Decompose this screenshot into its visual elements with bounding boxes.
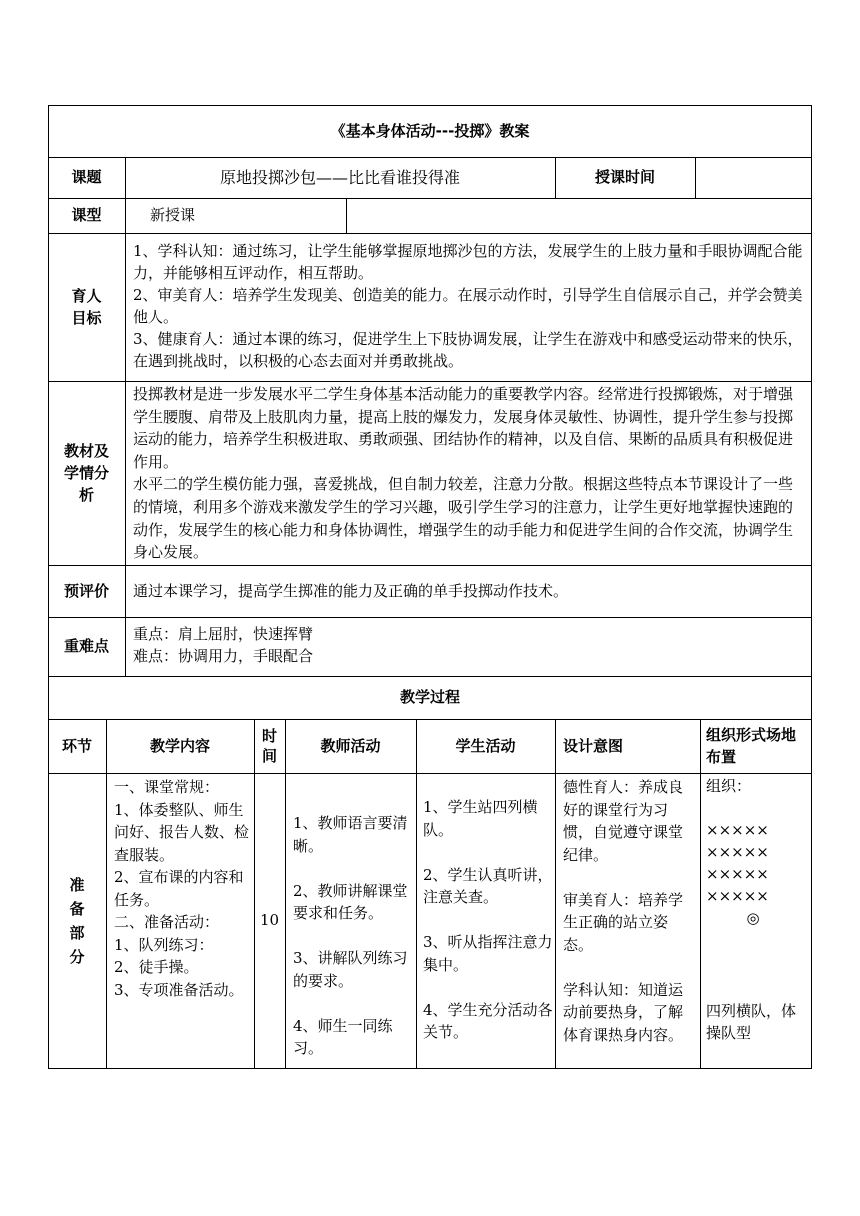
pre-evaluation-label: 预评价 — [63, 581, 109, 600]
duration: 10 — [259, 911, 280, 929]
header-student: 学生活动 — [455, 736, 516, 755]
lesson-type-label: 课型 — [71, 206, 102, 224]
formation-row: ××××× — [706, 843, 769, 861]
rule — [48, 773, 812, 774]
rule — [48, 233, 812, 234]
lesson-content: 一、课堂常规： 1、体委整队、师生问好、报告人数、检查服装。 2、宣布课的内容和任务。 二、准备活动： 1、队列练习： 2、徒手操。 3、专项准备活动。 — [114, 778, 250, 999]
class-time-value — [695, 157, 811, 198]
goals-label: 育人 目标 — [71, 287, 102, 327]
class-time-label: 授课时间 — [594, 168, 655, 186]
analysis-label: 教材及 学情分 析 — [63, 442, 109, 504]
design-intent: 德性育人：养成良好的课堂行为习惯，自觉遵守课堂纪律。 审美育人：培养学生正确的站立姿态。 学科认知：知道运动前要热身，了解体育课热身内容。 — [563, 778, 684, 1044]
formation-row: ××××× — [706, 865, 769, 883]
rule — [48, 1068, 812, 1069]
stage-label: 准 备 部 分 — [69, 875, 85, 966]
key-points-text: 重点：肩上屈肘，快速挥臂 难点：协调用力，手眼配合 — [133, 625, 314, 665]
header-teacher: 教师活动 — [320, 736, 381, 755]
document-title: 《基本身体活动---投掷》教案 — [330, 121, 530, 140]
goals-text: 1、学科认知：通过练习，让学生能够掌握原地掷沙包的方法，发展学生的上肢力量和手眼协调配合能力，并能够相互评动作，相互帮助。 2、审美育人：培养学生发现美、创造美的能力。在展示动作时，引导学生自信展示自己，并学会赞美他人。 3、健康育人：通过本课的练习，促进学生上下肢协调发展，让学生在游戏中和感受运动带来的快乐，在遇到挑战时，以积极的心态去面对并勇敢挑战。 — [133, 242, 803, 370]
student-activity: 1、学生站四列横队。 2、学生认真听讲，注意关查。 3、听从指挥注意力集中。 4、学生充分活动各关节。 — [423, 798, 553, 1041]
header-stage: 环节 — [61, 736, 92, 755]
lesson-type-value: 新授课 — [150, 206, 196, 224]
process-heading: 教学过程 — [399, 688, 460, 706]
teacher-position-icon: ◎ — [746, 909, 760, 927]
rule — [48, 381, 812, 382]
formation-row: ××××× — [706, 821, 769, 839]
rule — [700, 719, 701, 1069]
pre-evaluation-text: 通过本课学习，提高学生掷准的能力及正确的单手投掷动作技术。 — [133, 581, 569, 600]
rule — [125, 157, 126, 677]
organization-note: 四列横队，体操队型 — [706, 1002, 797, 1042]
header-time: 时 间 — [261, 727, 277, 765]
rule — [48, 617, 812, 618]
analysis-text: 投掷教材是进一步发展水平二学生身体基本活动能力的重要教学内容。经常进行投掷锻炼，对于增强学生腰腹、肩带及上肢肌肉力量，提高上肢的爆发力，发展身体灵敏性、协调性，提升学生参与投掷运动的能力，培养学生积极进取、勇敢顽强、团结协作的精神，以及自信、果断的品质具有积极促进作用。 水平二的学生模仿能力强，喜爱挑战，但自制力较差，注意力分散。根据这些特点本节课设计了一些的情境，利用多个游戏来激发学生的学习兴趣，吸引学生学习的注意力，让学生更好地掌握快速跑的动作，发展学生的核心能力和身体协调性，增强学生的动手能力和促进学生间的合作交流，协调学生身心发展。 — [133, 385, 794, 562]
rule — [346, 198, 347, 233]
teacher-activity: 1、教师语言要清晰。 2、教师讲解课堂要求和任务。 3、讲解队列练习的要求。 4、师生一同练习。 — [293, 814, 408, 1057]
topic-label: 课题 — [71, 168, 102, 186]
header-organization: 组织形式场地布置 — [706, 726, 797, 766]
formation-row: ××××× — [706, 887, 769, 905]
rule — [555, 719, 556, 1069]
key-points-label: 重难点 — [63, 637, 109, 655]
header-intent: 设计意图 — [563, 736, 624, 755]
topic-value: 原地投掷沙包——比比看谁投得准 — [219, 168, 460, 187]
header-content: 教学内容 — [149, 736, 210, 755]
organization-label: 组织： — [706, 777, 752, 795]
rule — [811, 105, 812, 1069]
